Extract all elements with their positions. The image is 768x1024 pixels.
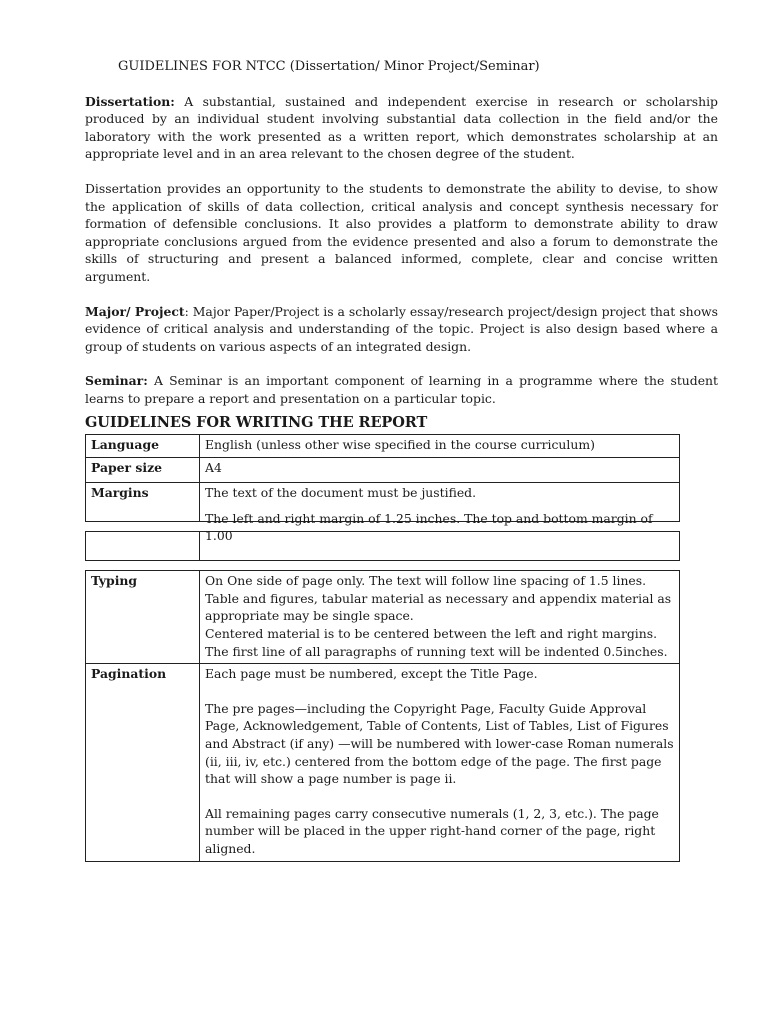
typing-line: Centered material is to be centered between the left and right margins. <box>205 625 658 641</box>
typing-key: Typing <box>86 571 200 664</box>
typing-line: On One side of page only. The text will follow line spacing of 1.5 lines. <box>205 573 647 589</box>
language-key: Language <box>86 435 200 458</box>
empty-key-cell <box>86 532 200 561</box>
table-row <box>86 483 680 522</box>
typing-line: appropriate may be single space. <box>205 608 414 624</box>
dissertation-text: A substantial, sustained and independent exercise in research or scholarship produced by an individual student involving substantial data collection in the field and/or the laboratory with the work presented as a written report, which demonstrates scholarship at an appropriate level and in an area relevant to the chosen degree of the student. <box>85 93 718 162</box>
margins-value <box>200 483 680 544</box>
typing-value <box>200 571 680 664</box>
dissertation-purpose-paragraph: Dissertation provides an opportunity to the students to demonstrate the ability to devise, to show the application of skills of data collection, critical analysis and concept synthesis necessary for formation of defensible conclusions. It also provides a platform to demonstrate ability to draw appropriate conclusions argued from the evidence presented and also a forum to demonstrate the skills of structuring and present a balanced informed, complete, clear and concise written argument. <box>85 180 718 284</box>
paper-size-key: Paper size <box>86 457 200 483</box>
seminar-text: A Seminar is an important component of learning in a programme where the student learns to prepare a report and presentation on a particular topic. <box>85 373 718 406</box>
table-row <box>86 571 680 664</box>
table-row <box>86 435 680 458</box>
document-page <box>85 58 718 856</box>
major-project-paragraph <box>85 303 718 356</box>
major-project-text: : Major Paper/Project is a scholarly essay/research project/design project that shows evidence of critical analysis and understanding of the topic. Project is also design based where a group of students on various aspects of an integrated design. <box>85 303 718 354</box>
table-row <box>86 664 680 861</box>
pagination-paragraph: The pre pages—including the Copyright Page, Faculty Guide Approval Page, Acknowledgement, Table of Contents, List of Tables, List of Figures and Abstract (if any) —will be numbered with lower-case Roman numerals (ii, iii, iv, etc.) centered from the bottom edge of the page. The first page that will show a page number is page ii. <box>205 700 674 787</box>
language-value: English (unless other wise specified in the course curriculum) <box>200 435 680 458</box>
report-guidelines-heading: GUIDELINES FOR WRITING THE REPORT <box>85 413 428 431</box>
paper-size-value: A4 <box>200 457 680 483</box>
document-title: GUIDELINES FOR NTCC (Dissertation/ Minor Project/Seminar) <box>118 59 540 74</box>
empty-value-cell <box>200 532 680 561</box>
major-project-lead: Major/ Project <box>85 303 185 319</box>
report-guidelines-table <box>85 434 680 862</box>
margins-line: The text of the document must be justified. <box>205 485 477 501</box>
pagination-key: Pagination <box>86 664 200 861</box>
seminar-lead: Seminar: <box>85 373 148 389</box>
typing-line: Table and figures, tabular material as necessary and appendix material as <box>205 590 672 606</box>
report-guidelines-table-wrapper <box>85 434 680 862</box>
pagination-paragraph: Each page must be numbered, except the Title Page. <box>205 666 538 682</box>
pagination-value <box>200 664 680 861</box>
typing-line: The first line of all paragraphs of running text will be indented 0.5inches. <box>205 643 668 659</box>
margins-key: Margins <box>86 483 200 522</box>
dissertation-lead: Dissertation: <box>85 93 175 109</box>
table-spacer <box>86 561 680 571</box>
table-row-empty <box>86 532 680 561</box>
table-row <box>86 457 680 483</box>
dissertation-paragraph <box>85 93 718 163</box>
pagination-paragraph: All remaining pages carry consecutive numerals (1, 2, 3, etc.). The page number will be placed in the upper right-hand corner of the page, right aligned. <box>205 805 659 856</box>
margins-line: The left and right margin of 1.25 inches. The top and bottom margin of 1.00 <box>205 510 653 544</box>
seminar-paragraph <box>85 372 718 407</box>
